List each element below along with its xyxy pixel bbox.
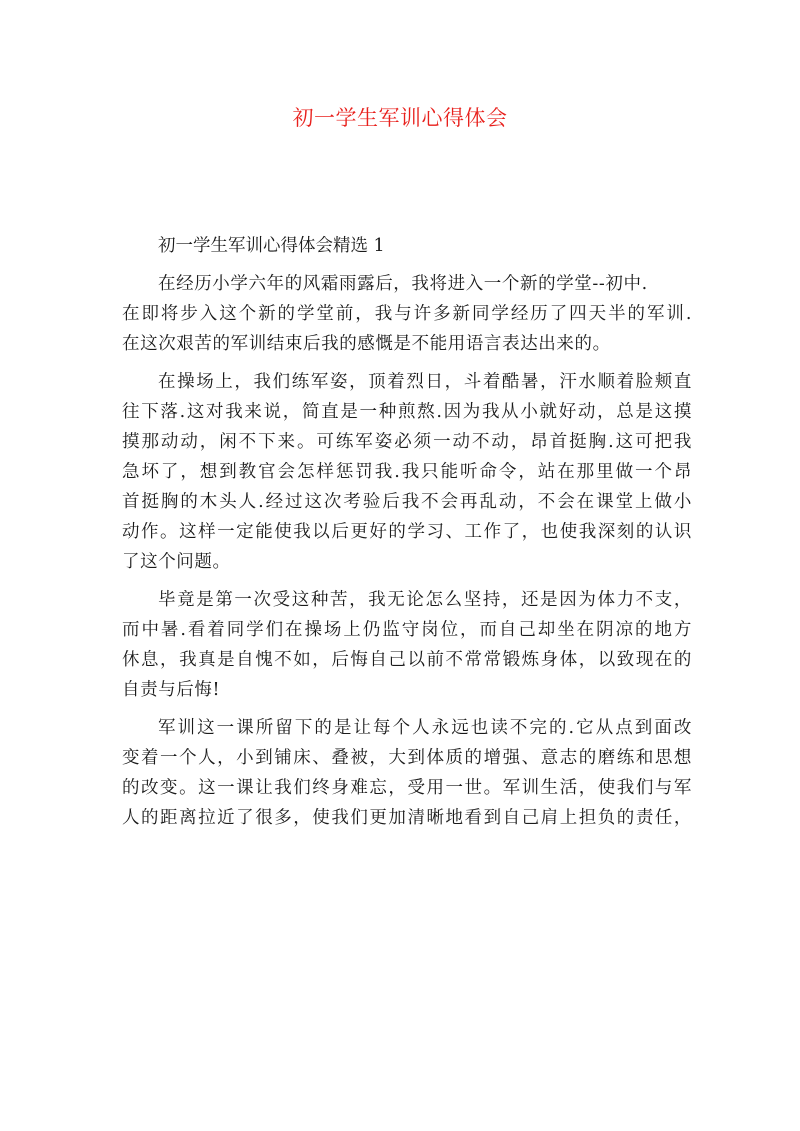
paragraph-line: 往下落.这对我来说，简直是一种煎熬.因为我从小就好动，总是这摸 <box>122 402 692 422</box>
paragraph-2 <box>122 367 692 577</box>
paragraph-line: 人的距离拉近了很多，使我们更加清晰地看到自己肩上担负的责任， <box>122 808 692 828</box>
paragraph-1 <box>122 269 692 359</box>
paragraph-line: 在操场上，我们练军姿，顶着烈日，斗着酷暑，汗水顺着脸颊直 <box>158 372 692 392</box>
document-title: 初一学生军训心得体会 <box>292 106 508 130</box>
paragraph-3 <box>122 585 692 705</box>
paragraph-line: 而中暑.看着同学们在操场上仍监守岗位，而自己却坐在阴凉的地方 <box>122 620 692 640</box>
paragraph-line: 休息，我真是自愧不如，后悔自己以前不常常锻炼身体，以致现在的 <box>122 650 692 670</box>
paragraph-line: 在这次艰苦的军训结束后我的感慨是不能用语言表达出来的。 <box>122 334 611 354</box>
paragraph-line: 急坏了，想到教官会怎样惩罚我.我只能听命令，站在那里做一个昂 <box>122 462 692 482</box>
paragraph-line: 变着一个人，小到铺床、叠被，大到体质的增强、意志的磨练和思想 <box>122 748 692 768</box>
paragraph-line: 了这个问题。 <box>122 552 231 572</box>
paragraph-line: 摸那动动，闲不下来。可练军姿必须一动不动，昂首挺胸.这可把我 <box>122 432 692 452</box>
paragraph-line: 的改变。这一课让我们终身难忘，受用一世。军训生活，使我们与军 <box>122 778 692 798</box>
paragraph-line: 动作。这样一定能使我以后更好的学习、工作了，也使我深刻的认识 <box>122 522 692 542</box>
paragraph-line: 在即将步入这个新的学堂前，我与许多新同学经历了四天半的军训. <box>122 304 692 324</box>
paragraph-line: 在经历小学六年的风霜雨露后，我将进入一个新的学堂--初中. <box>158 274 648 294</box>
document-body <box>122 231 692 833</box>
paragraph-line: 首挺胸的木头人.经过这次考验后我不会再乱动，不会在课堂上做小 <box>122 492 692 512</box>
paragraph-line: 军训这一课所留下的是让每个人永远也读不完的.它从点到面改 <box>158 718 692 738</box>
paragraph-4 <box>122 713 692 833</box>
section-heading: 初一学生军训心得体会精选 1 <box>158 236 385 256</box>
paragraph-line: 自责与后悔! <box>122 680 221 700</box>
paragraph-line: 毕竟是第一次受这种苦，我无论怎么坚持，还是因为体力不支， <box>158 590 692 610</box>
